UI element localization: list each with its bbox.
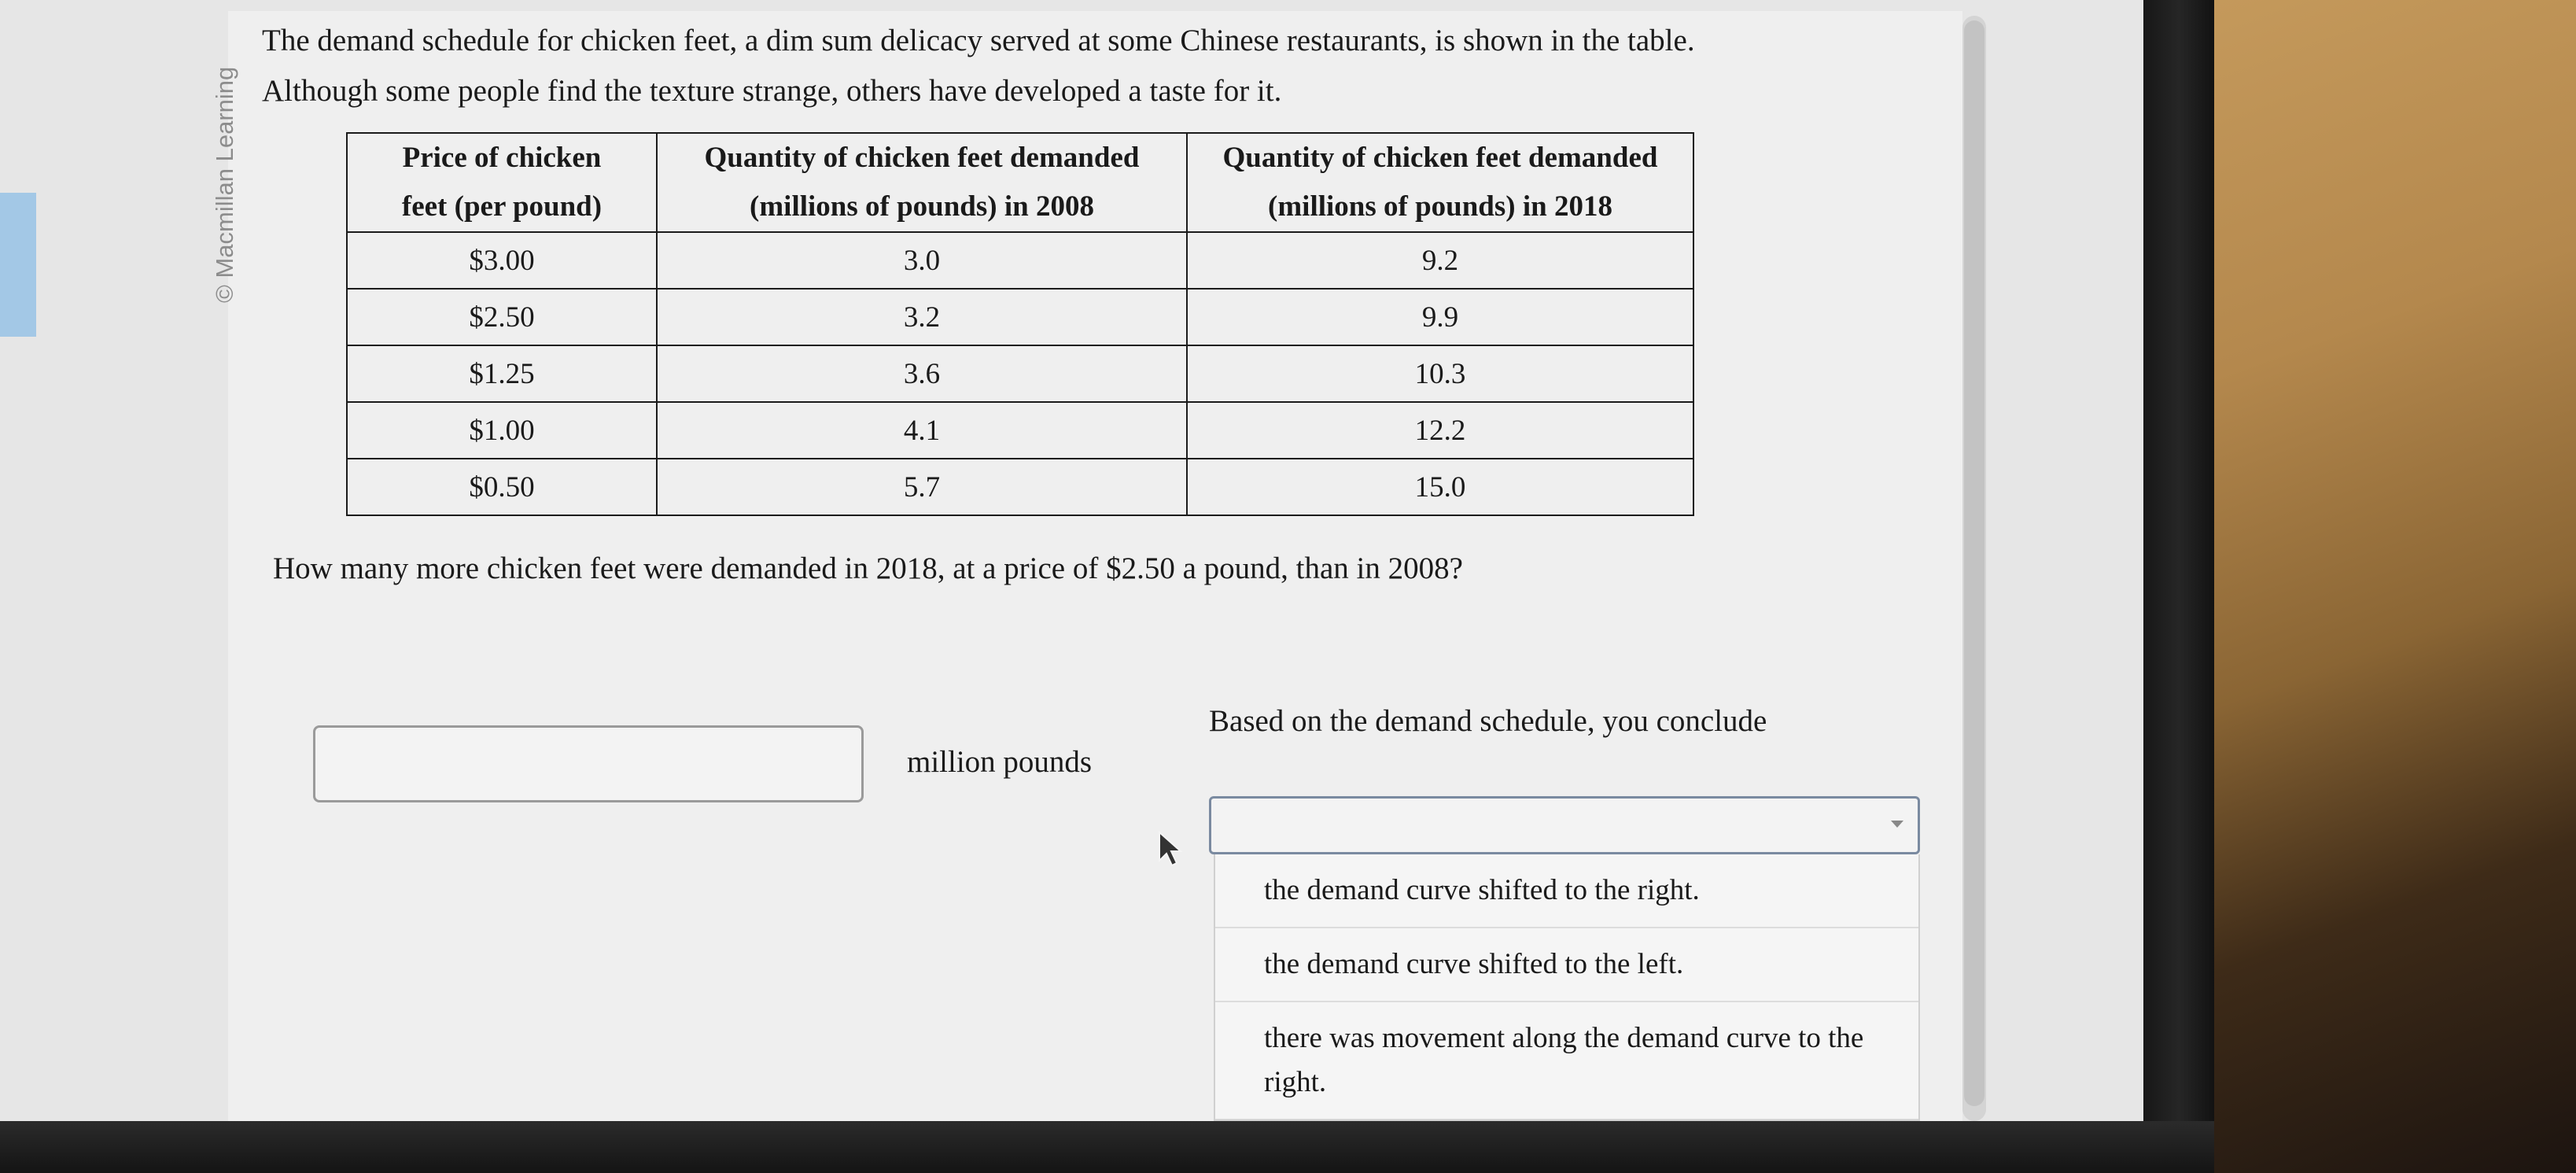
- header-price: Price of chicken feet (per pound): [347, 133, 657, 232]
- quantity-2018-cell: 10.3: [1187, 345, 1693, 402]
- conclusion-dropdown-menu: [1214, 854, 1920, 1121]
- table-row: [347, 459, 1693, 515]
- quantity-2018-cell: 9.9: [1187, 289, 1693, 345]
- background-wall: [2155, 0, 2576, 1173]
- price-cell: $2.50: [347, 289, 657, 345]
- dropdown-option-shift-left[interactable]: the demand curve shifted to the left.: [1215, 928, 1918, 1002]
- table-row: [347, 232, 1693, 289]
- answer-unit-label: million pounds: [907, 745, 1093, 779]
- header-quantity-2018: Quantity of chicken feet demanded (millions of pounds) in 2018: [1187, 133, 1693, 232]
- table-row: [347, 345, 1693, 402]
- mouse-pointer-icon: [1155, 829, 1186, 869]
- question-text: How many more chicken feet were demanded in 2018, at a price of $2.50 a pound, than in 2008?: [273, 551, 1463, 585]
- quantity-2008-cell: 4.1: [657, 402, 1187, 459]
- quantity-2018-cell: 15.0: [1187, 459, 1693, 515]
- conclusion-label: Based on the demand schedule, you conclude: [1209, 704, 1767, 738]
- price-cell: $3.00: [347, 232, 657, 289]
- price-cell: $0.50: [347, 459, 657, 515]
- problem-intro: [262, 16, 1898, 116]
- table-row: [347, 402, 1693, 459]
- publisher-credit: © Macmillan Learning: [211, 66, 238, 303]
- answer-input[interactable]: [313, 725, 864, 802]
- sidebar-accent: [0, 193, 36, 337]
- quantity-2008-cell: 3.2: [657, 289, 1187, 345]
- table-row: [347, 289, 1693, 345]
- table-header-row: [347, 133, 1693, 232]
- quantity-2008-cell: 3.0: [657, 232, 1187, 289]
- chevron-down-icon: [1891, 821, 1903, 828]
- monitor-bezel-bottom: [0, 1121, 2214, 1173]
- monitor-bezel: [2143, 0, 2214, 1173]
- quantity-2008-cell: 3.6: [657, 345, 1187, 402]
- quantity-2018-cell: 12.2: [1187, 402, 1693, 459]
- demand-schedule-table: [346, 132, 1694, 516]
- price-cell: $1.25: [347, 345, 657, 402]
- price-cell: $1.00: [347, 402, 657, 459]
- intro-line-1: The demand schedule for chicken feet, a dim sum delicacy served at some Chinese restaurants, is shown in the table.: [262, 24, 1695, 57]
- conclusion-select[interactable]: [1209, 796, 1920, 854]
- quantity-2008-cell: 5.7: [657, 459, 1187, 515]
- dropdown-option-movement-along[interactable]: there was movement along the demand curve to the right.: [1215, 1002, 1918, 1120]
- dropdown-option-shift-right[interactable]: the demand curve shifted to the right.: [1215, 854, 1918, 928]
- intro-line-2: Although some people find the texture strange, others have developed a taste for it.: [262, 74, 1282, 108]
- scrollbar-thumb[interactable]: [1964, 20, 1985, 1106]
- quantity-2018-cell: 9.2: [1187, 232, 1693, 289]
- header-quantity-2008: Quantity of chicken feet demanded (millions of pounds) in 2008: [657, 133, 1187, 232]
